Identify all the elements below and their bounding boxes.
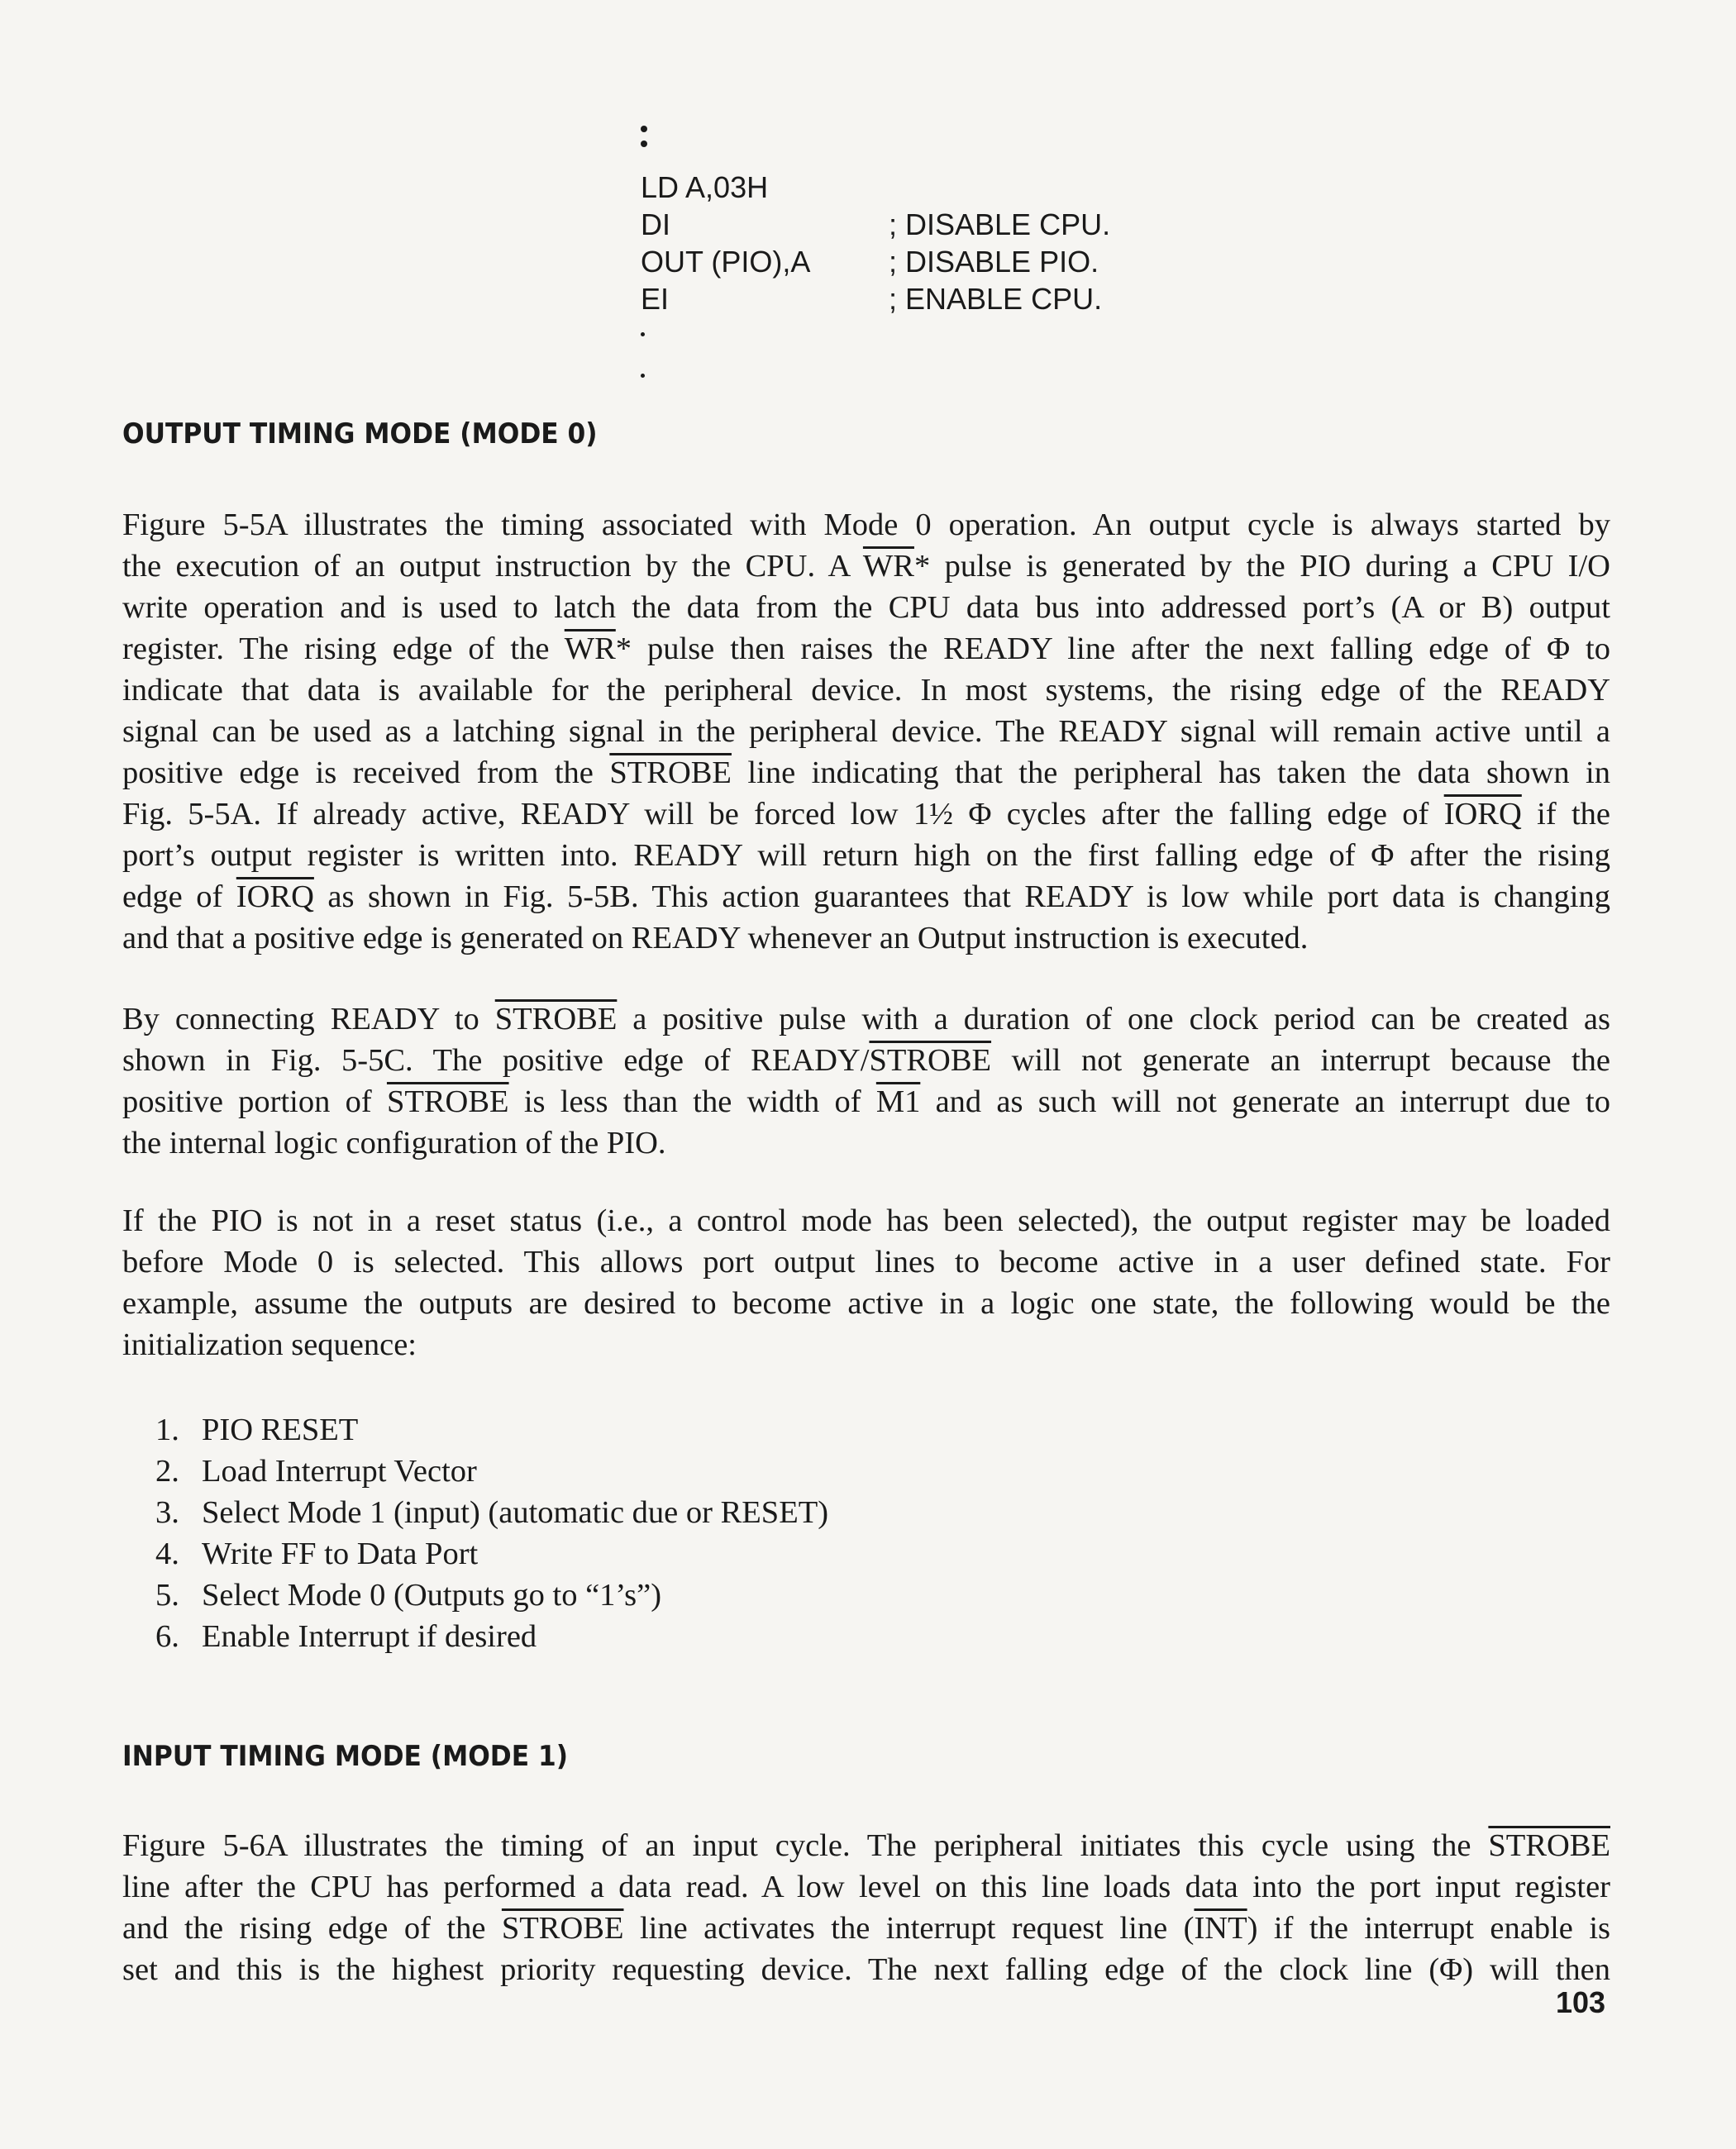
list-item [155, 1409, 828, 1451]
ellipsis-dot [641, 126, 647, 132]
section-heading-output: OUTPUT TIMING MODE (MODE 0) [122, 417, 598, 450]
list-item-number: 5. [155, 1578, 179, 1613]
text-line: If the PIO is not in a reset status (i.e., a control mode has been selected), the output register may be loaded [122, 1203, 1610, 1238]
text-line: Figure 5-5A illustrates the timing associated with Mode 0 operation. An output cycle is always started by [122, 507, 1610, 542]
active-low-signal: IORQ [1443, 797, 1522, 831]
text-line: and that a positive edge is generated on READY whenever an Output instruction is executed. [122, 921, 1309, 955]
text-line: positive edge is received from the STROBE line indicating that the peripheral has taken the data shown in [122, 755, 1610, 790]
active-low-signal: M1 [875, 1084, 921, 1119]
list-item-number: 6. [155, 1619, 179, 1654]
list-item-text: Load Interrupt Vector [202, 1454, 477, 1489]
text-line: and the rising edge of the STROBE line activates the interrupt request line $(\overline{INT})$ if the interrupt enable is [122, 1911, 1610, 1946]
text-line: Fig. 5-5A. If already active, READY will be forced low 1½ Φ cycles after the falling edge of IORQ if the [122, 797, 1610, 831]
text-line: before Mode 0 is selected. This allows port output lines to become active in a user defined state. For [122, 1245, 1610, 1279]
code-instruction: LD A,03H [641, 170, 769, 204]
text-line: Figure 5-6A illustrates the timing of an input cycle. The peripheral initiates this cycle using the STROBE [122, 1828, 1610, 1863]
ellipsis-dot [641, 332, 645, 336]
text-line: signal can be used as a latching signal in the peripheral device. The READY signal will remain active until a [122, 714, 1610, 749]
list-item-number: 4. [155, 1537, 179, 1571]
list-item-text: Select Mode 1 (input) (automatic due or RESET) [202, 1495, 829, 1530]
text-line: set and this is the highest priority requesting device. The next falling edge of the clock line (Φ) will then [122, 1952, 1610, 1987]
list-item-text: Write FF to Data Port [202, 1537, 479, 1571]
active-low-signal: STROBE [609, 755, 732, 790]
text-line: example, assume the outputs are desired to become active in a logic one state, the following would be the [122, 1286, 1610, 1321]
section-heading-input: INPUT TIMING MODE (MODE 1) [122, 1740, 569, 1773]
text-line: positive portion of STROBE is less than the width of M1 and as such will not generate an interrupt due to [122, 1084, 1610, 1119]
initialization-steps-list [155, 1409, 828, 1657]
list-item-number: 2. [155, 1454, 179, 1489]
paragraph-ready-strobe [122, 998, 1610, 1164]
active-low-signal: $\overline{WR}$ [862, 549, 914, 584]
active-low-signal: STROBE [501, 1911, 624, 1946]
text-line: indicate that data is available for the peripheral device. In most systems, the rising edge of the READY [122, 673, 1610, 708]
text-line: shown in Fig. 5-5C. The positive edge of READY/STROBE will not generate an interrupt because the [122, 1043, 1610, 1078]
text-line: the internal logic configuration of the PIO. [122, 1126, 666, 1160]
list-item-number: 1. [155, 1413, 179, 1447]
active-low-signal: STROBE [1488, 1828, 1610, 1863]
list-item-text: PIO RESET [202, 1413, 359, 1447]
list-item [155, 1451, 828, 1492]
code-instruction: EI [641, 282, 670, 316]
list-item [155, 1492, 828, 1533]
text-line: the execution of an output instruction by the CPU. A $\overline{WR}*$ pulse is generated by the PIO during a CPU I/O [122, 549, 1610, 584]
code-comment: ; DISABLE PIO. [889, 245, 1099, 279]
text-line: port’s output register is written into. READY will return high on the first falling edge of Φ after the rising [122, 838, 1610, 873]
code-comment: ; ENABLE CPU. [889, 282, 1103, 316]
list-item-text: Select Mode 0 (Outputs go to “1’s”) [202, 1578, 662, 1613]
active-low-signal: STROBE [386, 1084, 509, 1119]
ellipsis-dot [641, 141, 647, 147]
text-line: edge of IORQ as shown in Fig. 5-5B. This action guarantees that READY is low while port data is changing [122, 879, 1611, 914]
active-low-signal: IORQ [236, 879, 314, 914]
active-low-signal: $\overline{INT}$ [1194, 1911, 1247, 1946]
code-instruction: DI [641, 207, 670, 241]
list-item-text: Enable Interrupt if desired [202, 1619, 537, 1654]
text-line: write operation and is used to latch the data from the CPU data bus into addressed port’s (A or B) output [122, 590, 1610, 625]
text-line: line after the CPU has performed a data read. A low level on this line loads data into the port input register [122, 1870, 1610, 1904]
list-item [155, 1533, 828, 1575]
list-item [155, 1616, 828, 1657]
text-line: By connecting READY to STROBE a positive pulse with a duration of one clock period can be created as [122, 1002, 1610, 1036]
active-low-signal: STROBE [494, 1002, 618, 1036]
paragraph-reset-status [122, 1200, 1610, 1365]
page-number: 103 [1556, 1985, 1606, 2019]
paragraph-output-timing [122, 504, 1610, 959]
ellipsis-dot [641, 374, 645, 378]
text-line: register. The rising edge of the $\overline{WR}*$ pulse then raises the READY line after the next falling edge of Φ to [122, 631, 1611, 666]
code-comment: ; DISABLE CPU. [889, 207, 1111, 241]
active-low-signal: STROBE [869, 1043, 992, 1078]
paragraph-input-timing [122, 1825, 1610, 1990]
list-item-number: 3. [155, 1495, 179, 1530]
code-instruction: OUT (PIO),A [641, 245, 811, 279]
active-low-signal: $\overline{WR}$ [564, 631, 616, 666]
list-item [155, 1575, 828, 1616]
text-line: initialization sequence: [122, 1327, 417, 1362]
